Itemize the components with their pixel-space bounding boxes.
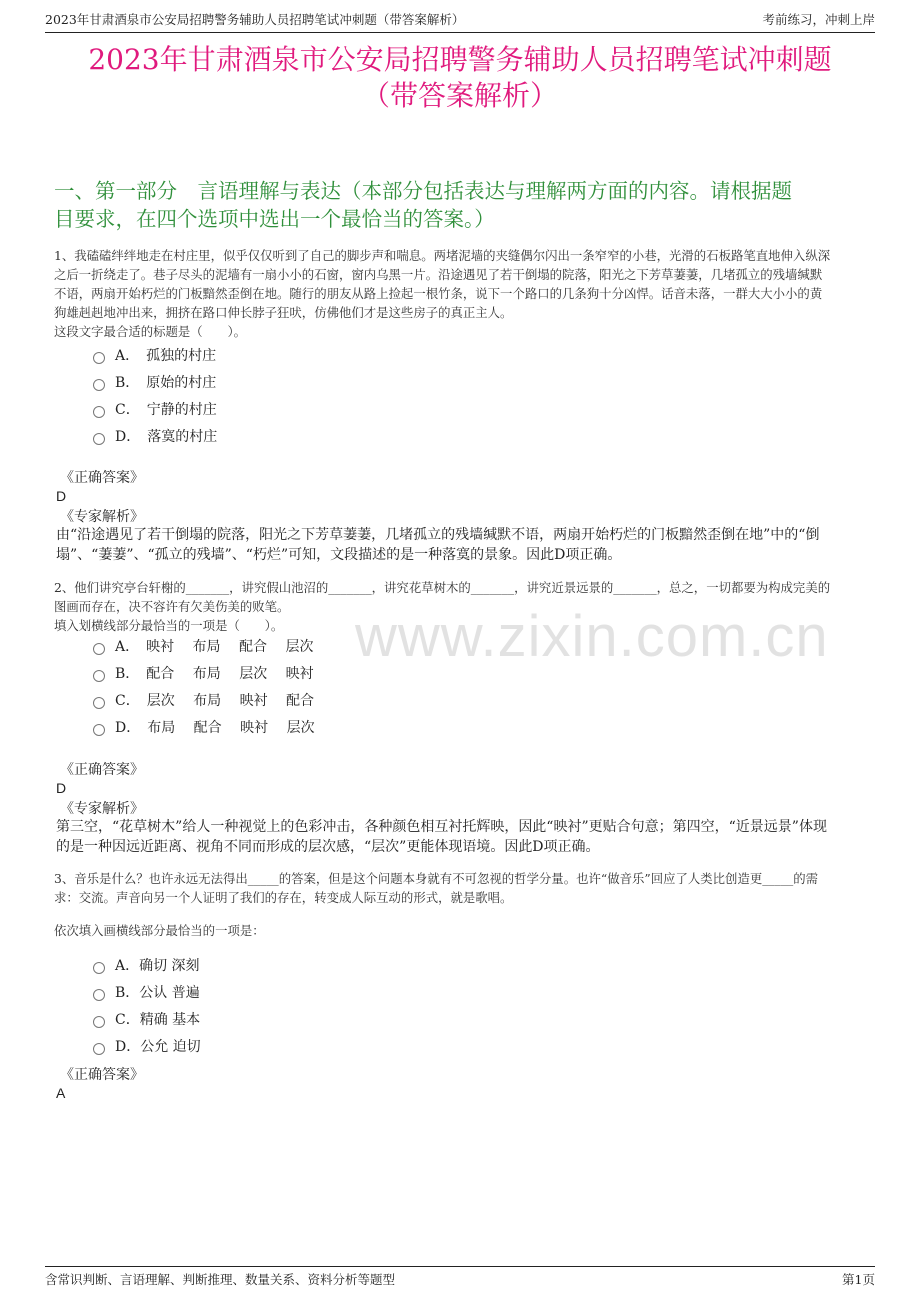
question-2-option-a[interactable]	[93, 636, 313, 658]
question-1-line: 不语，两扇开始朽烂的门板黯然歪倒在地。随行的朋友从路上捡起一根竹条，说下一个路口的几条狗十分凶悍。话音未落，一群大大小小的黄	[54, 286, 823, 301]
radio-icon[interactable]	[93, 1016, 105, 1028]
page-number: 第1页	[842, 1272, 875, 1287]
radio-icon[interactable]	[93, 352, 105, 364]
question-3-option-d[interactable]	[93, 1036, 201, 1058]
question-1-line: 1、我磕磕绊绊地走在村庄里，似乎仅仅听到了自己的脚步声和喘息。两堵泥墙的夹缝偶尔闪出一条窄窄的小巷，光滑的石板路笔直地伸入纵深	[54, 248, 831, 263]
option-label: C． 宁静的村庄	[115, 402, 217, 418]
question-3-option-b[interactable]	[93, 982, 200, 1004]
title-line-2: （带答案解析）	[361, 79, 558, 112]
question-3-option-a[interactable]	[93, 955, 200, 977]
question-1-stem	[54, 246, 876, 341]
question-1-prompt: 这段文字最合适的标题是（ ）。	[54, 324, 247, 339]
question-1-answer: D	[56, 488, 67, 504]
question-3-line: 3、音乐是什么？也许永远无法得出_____的答案，但是这个问题本身就有不可忽视的哲学分量。也许“做音乐”回应了人类比创造更_____的需	[54, 871, 818, 886]
radio-icon[interactable]	[93, 1043, 105, 1055]
radio-icon[interactable]	[93, 379, 105, 391]
footer-topics: 含常识判断、言语理解、判断推理、数量关系、资料分析等题型	[45, 1272, 396, 1287]
section-heading	[54, 177, 870, 233]
question-3-answer-label: 《正确答案》	[60, 1067, 144, 1083]
radio-icon[interactable]	[93, 724, 105, 736]
question-1-line: 之后一折绕走了。巷子尽头的泥墙有一扇小小的石窗，窗内乌黑一片。沿途遇见了若干倒塌的院落，阳光之下芳草萋萋，几堵孤立的残墙缄默	[54, 267, 823, 282]
radio-icon[interactable]	[93, 989, 105, 1001]
title-line-1: 2023年甘肃酒泉市公安局招聘警务辅助人员招聘笔试冲刺题	[88, 43, 832, 76]
header-doc-title: 2023年甘肃酒泉市公安局招聘警务辅助人员招聘笔试冲刺题（带答案解析）	[45, 12, 465, 27]
question-2-option-c[interactable]	[93, 690, 314, 712]
option-label: A．确切 深刻	[115, 958, 200, 974]
option-label: B．公认 普遍	[115, 985, 200, 1001]
question-2-prompt: 填入划横线部分最恰当的一项是（ ）。	[54, 618, 284, 633]
question-2-option-b[interactable]	[93, 663, 314, 685]
section-heading-line-1: 一、第一部分 言语理解与表达（本部分包括表达与理解两方面的内容。请根据题	[54, 179, 792, 203]
question-2-answer-label: 《正确答案》	[60, 762, 144, 778]
question-2-analysis-label: 《专家解析》	[60, 801, 144, 817]
option-label: D． 布局 配合 映衬 层次	[115, 720, 315, 736]
option-label: B． 原始的村庄	[115, 375, 217, 391]
radio-icon[interactable]	[93, 433, 105, 445]
analysis-line: 第三空，“花草树木”给人一种视觉上的色彩冲击，各种颜色相互衬托辉映，因此“映衬”更贴合句意；第四空，“近景远景”体现	[56, 819, 827, 835]
radio-icon[interactable]	[93, 962, 105, 974]
option-label: A． 孤独的村庄	[115, 348, 217, 364]
page-header	[45, 10, 875, 33]
option-label: B． 配合 布局 层次 映衬	[115, 666, 314, 682]
question-1-line: 狗雄赳赳地冲出来，拥挤在路口伸长脖子狂吠，仿佛他们才是这些房子的真正主人。	[54, 305, 513, 320]
question-3-stem	[54, 869, 876, 907]
question-1-option-a[interactable]	[93, 345, 216, 367]
question-1-answer-label: 《正确答案》	[60, 470, 144, 486]
analysis-line: 的是一种因远近距离、视角不同而形成的层次感，“层次”更能体现语境。因此D项正确。	[56, 839, 600, 855]
question-2-answer: D	[56, 780, 67, 796]
radio-icon[interactable]	[93, 670, 105, 682]
radio-icon[interactable]	[93, 697, 105, 709]
question-1-option-c[interactable]	[93, 399, 217, 421]
radio-icon[interactable]	[93, 643, 105, 655]
option-label: A． 映衬 布局 配合 层次	[115, 639, 314, 655]
question-2-line: 2、他们讲究亭台轩榭的_______，讲究假山池沼的_______，讲究花草树木的_______，讲究近景远景的_______，总之，一切都要为构成完美的	[54, 580, 831, 595]
document-title	[45, 42, 875, 114]
question-1-option-b[interactable]	[93, 372, 216, 394]
section-heading-line-2: 目要求，在四个选项中选出一个最恰当的答案。）	[54, 207, 495, 231]
question-1-analysis-label: 《专家解析》	[60, 509, 144, 525]
question-2-analysis	[56, 817, 872, 857]
question-1-analysis	[56, 525, 872, 565]
option-label: C．精确 基本	[115, 1012, 201, 1028]
page-footer	[45, 1266, 875, 1291]
option-label: C． 层次 布局 映衬 配合	[115, 693, 315, 709]
question-3-answer: A	[56, 1085, 66, 1101]
question-1-option-d[interactable]	[93, 426, 217, 448]
option-label: D．公允 迫切	[115, 1039, 201, 1055]
watermark: www.zixin.com.cn	[355, 604, 829, 669]
question-2-option-d[interactable]	[93, 717, 315, 739]
question-3-line: 求：交流。声音向另一个人证明了我们的存在，转变成人际互动的形式，就是歌唱。	[54, 890, 513, 905]
analysis-line: 塌”、“萋萋”、“孤立的残墙”、“朽烂”可知，文段描述的是一种落寞的景象。因此D项正确。	[56, 547, 622, 563]
header-slogan: 考前练习，冲刺上岸	[762, 12, 875, 27]
analysis-line: 由“沿途遇见了若干倒塌的院落，阳光之下芳草萋萋，几堵孤立的残墙缄默不语，两扇开始朽烂的门板黯然歪倒在地”中的“倒	[56, 527, 820, 543]
question-3-prompt: 依次填入画横线部分最恰当的一项是：	[54, 923, 265, 938]
question-3-option-c[interactable]	[93, 1009, 200, 1031]
option-label: D． 落寞的村庄	[115, 429, 218, 445]
radio-icon[interactable]	[93, 406, 105, 418]
question-2-line: 图画而存在，决不容许有欠美伤美的败笔。	[54, 599, 290, 614]
